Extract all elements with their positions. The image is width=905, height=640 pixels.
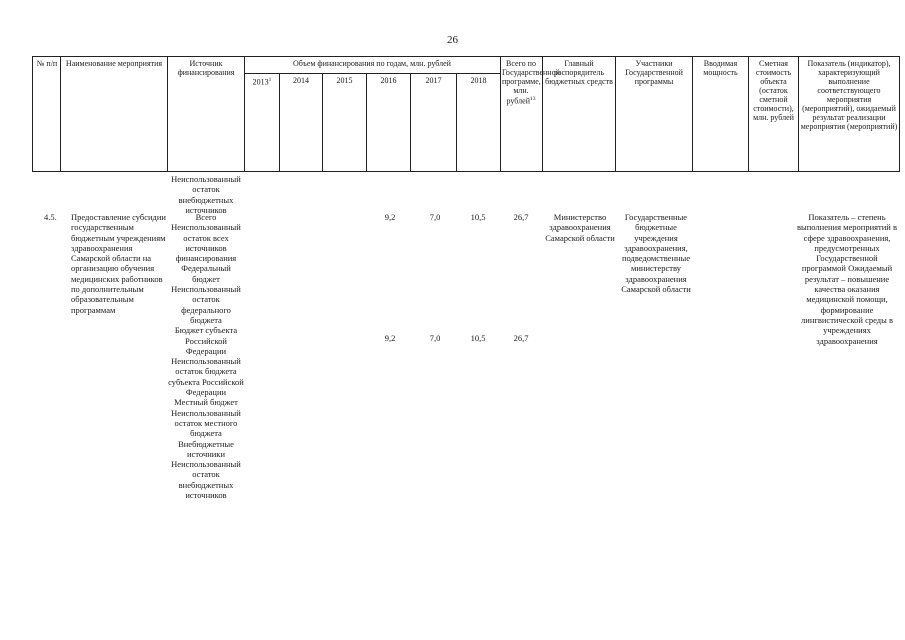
header-year-2013: 2013$^1$: [252, 77, 272, 87]
source-item: Всего: [195, 212, 217, 222]
year-col-line: [279, 74, 280, 172]
header-capacity: Вводимая мощность: [703, 59, 738, 77]
col-line: [798, 56, 799, 172]
row-sources: [168, 212, 244, 500]
year-col-line: [410, 74, 411, 172]
header-year-2015: 2015: [336, 76, 353, 85]
row-name: Предоставление субсидии государственным бюджетным учреждениям здравоохранения Самарской области на организацию обучения медицинских работников по дополнительным образовательным программам: [71, 212, 166, 315]
header-year-2016: 2016: [380, 76, 397, 85]
row-manager: Министерство здравоохранения Самарской области: [545, 212, 615, 243]
value-region-2018: 10,5: [470, 333, 486, 343]
table-header-grid: [32, 56, 900, 172]
year-col-line: [456, 74, 457, 172]
source-item: Федеральный бюджет: [181, 263, 231, 284]
header-estimated-cost: Сметная стоимость объекта (остаток сметной стоимости), млн. рублей: [753, 59, 794, 122]
row-indicator: Показатель – степень выполнения мероприятий в сфере здравоохранения, предусмотренных Государственной программой Ожидаемый результат – повышение качества оказания медицинской помощи, формирование лингвистической среды в учреждениях здравоохранения: [797, 212, 897, 346]
years-divider-line: [244, 73, 500, 74]
col-line: [167, 56, 168, 172]
value-region-sum: 26,7: [513, 333, 529, 343]
top-source-text: Неиспользованный остаток внебюджетных источников: [171, 174, 241, 215]
source-item: Неиспользованный остаток бюджета субъекта Российской Федерации: [168, 356, 244, 398]
source-item: Неиспользованный остаток всех источников финансирования: [171, 222, 241, 264]
col-line: [692, 56, 693, 172]
value-region-2016: 9,2: [384, 333, 396, 343]
header-participants: Участники Государственной программы: [625, 59, 683, 86]
header-name: Наименование мероприятия: [65, 59, 163, 68]
header-indicator: Показатель (индикатор), характеризующий выполнение соответствующего мероприятия (мероприятий), ожидаемый результат реализации мероприятия (мероприятий): [800, 59, 898, 131]
col-line: [500, 56, 501, 172]
year-col-line: [366, 74, 367, 172]
header-year-2014: 2014: [293, 76, 309, 85]
col-line: [615, 56, 616, 172]
header-volume: Объем финансирования по годам, млн. рублей: [293, 59, 451, 68]
source-item: Бюджет субъекта Российской Федерации: [174, 325, 238, 356]
header-total: Всего по Государственной программе, млн. рублей$^{13}$: [502, 59, 560, 106]
value-total-2017: 7,0: [429, 212, 441, 222]
col-line: [244, 56, 245, 172]
header-num: № п/п: [36, 59, 58, 68]
value-total-2016: 9,2: [384, 212, 396, 222]
value-total-sum: 26,7: [513, 212, 529, 222]
header-source: Источник финансирования: [177, 59, 235, 77]
source-item: Неиспользованный остаток внебюджетных источников: [171, 459, 241, 501]
col-line: [60, 56, 61, 172]
value-total-2018: 10,5: [470, 212, 486, 222]
header-main-manager: Главный распорядитель бюджетных средств: [545, 59, 613, 86]
header-year-2018: 2018: [470, 76, 487, 85]
page-number: 26: [447, 34, 458, 46]
source-item: Внебюджетные источники: [178, 438, 234, 459]
source-item: Неиспользованный остаток местного бюджета: [171, 407, 241, 439]
source-item: Неиспользованный остаток федерального бюджета: [171, 284, 241, 325]
year-col-line: [322, 74, 323, 172]
header-top-line: [32, 56, 900, 57]
header-bottom-line: [32, 171, 900, 172]
col-line: [899, 56, 900, 172]
header-year-2017: 2017: [425, 76, 442, 85]
col-line: [32, 56, 33, 172]
row-participants: Государственные бюджетные учреждения здравоохранения, подведомственные министерству здравоохранения Самарской области: [621, 212, 691, 295]
col-line: [748, 56, 749, 172]
row-number: 4.5.: [44, 212, 57, 222]
value-region-2017: 7,0: [429, 333, 441, 343]
source-item: Местный бюджет: [174, 397, 238, 408]
